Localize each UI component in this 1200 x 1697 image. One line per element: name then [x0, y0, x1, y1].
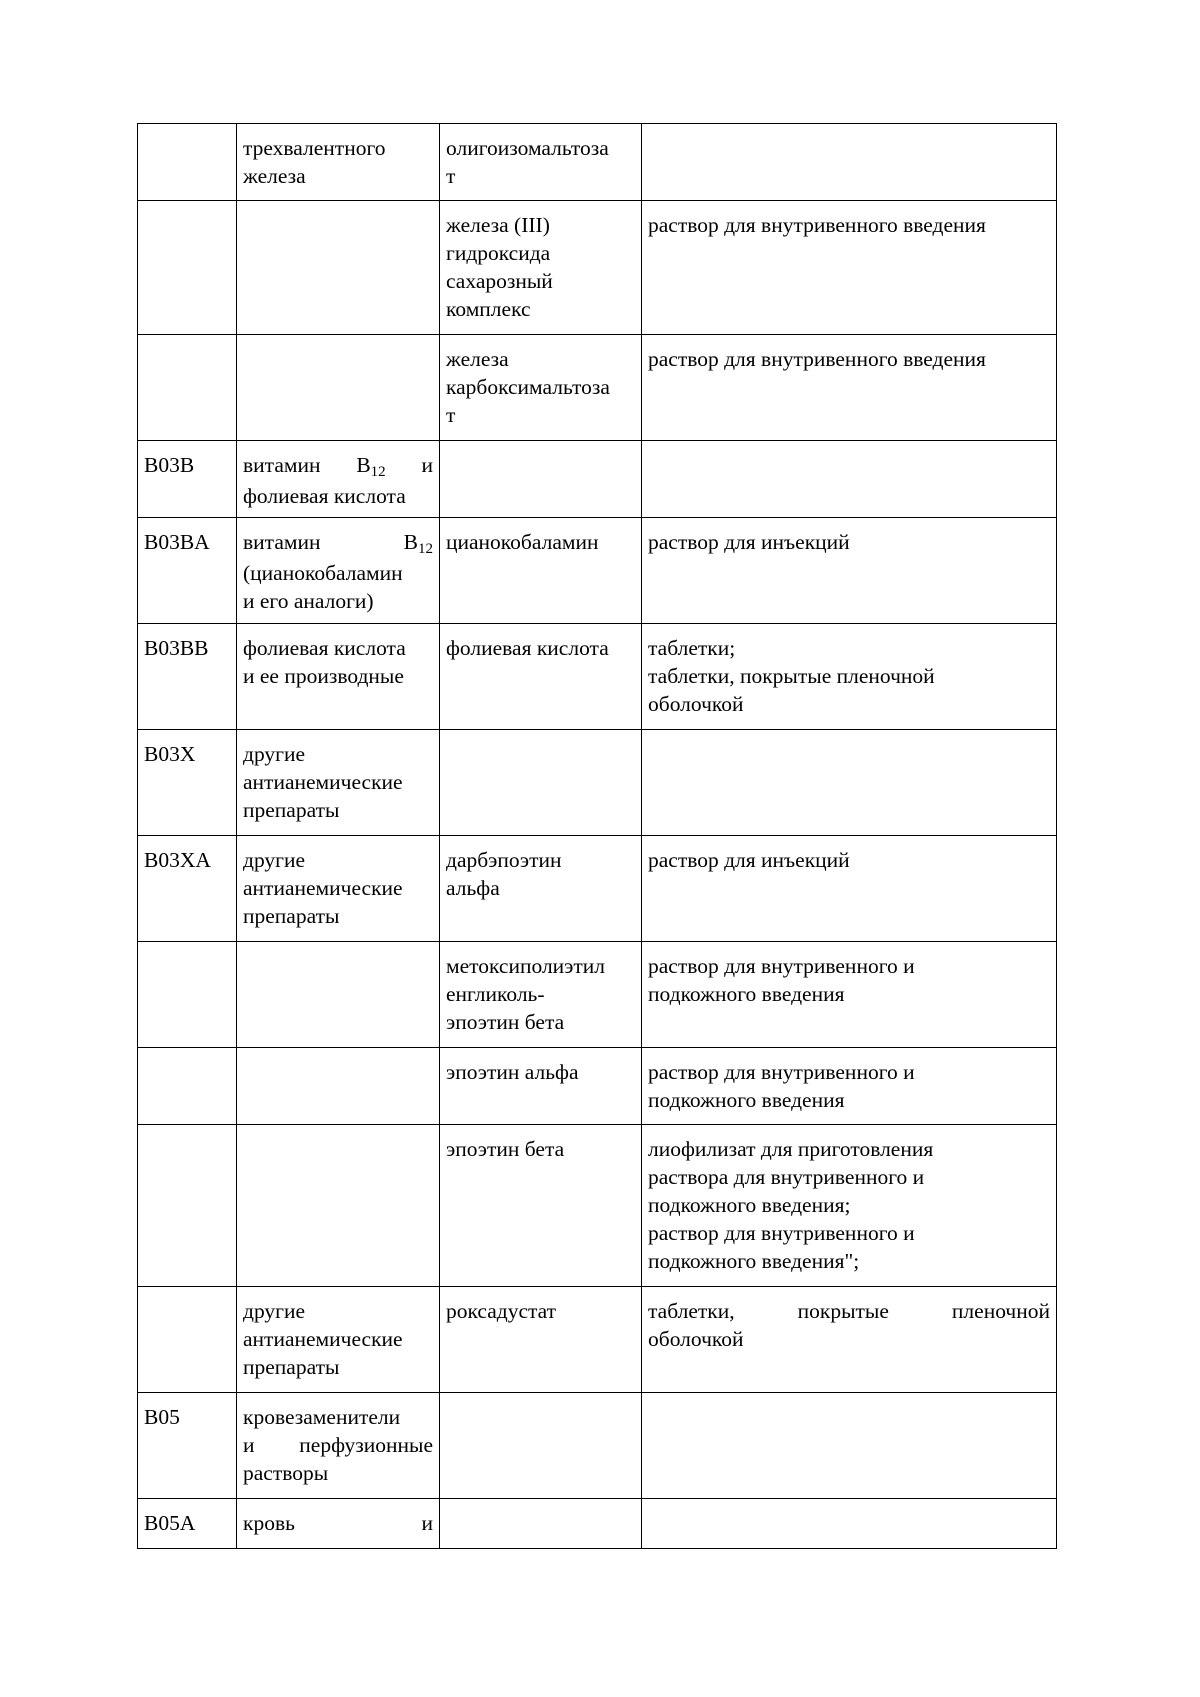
table-row — [138, 1125, 1057, 1287]
group-line: другие — [243, 742, 306, 766]
group-word: витамин — [243, 530, 321, 554]
name-line: эпоэтин бета — [446, 1137, 565, 1161]
group-cell — [237, 624, 440, 730]
code-cell: B03BA — [138, 518, 237, 624]
group-line: препараты — [243, 1355, 340, 1379]
group-line: растворы — [243, 1461, 329, 1485]
group-cell — [237, 518, 440, 624]
form-line: раствор для инъекций — [648, 848, 850, 872]
name-cell — [440, 1125, 642, 1287]
form-cell — [642, 1393, 1057, 1499]
code-cell: B05A — [138, 1499, 237, 1549]
form-line: раствора для внутривенного и — [648, 1165, 925, 1189]
code-cell: B03BB — [138, 624, 237, 730]
code-cell — [138, 201, 237, 335]
group-cell — [237, 441, 440, 518]
group-cell — [237, 942, 440, 1048]
form-line: раствор для внутривенного введения — [648, 213, 986, 237]
form-cell — [642, 441, 1057, 518]
group-word: витамин — [243, 453, 321, 477]
group-line — [243, 451, 433, 482]
code-cell — [138, 1048, 237, 1125]
name-cell — [440, 836, 642, 942]
group-line — [243, 1509, 433, 1537]
group-cell — [237, 201, 440, 335]
form-cell — [642, 335, 1057, 441]
form-line: подкожного введения — [648, 1088, 845, 1112]
form-word: покрытые — [797, 1299, 889, 1323]
name-line: енгликоль- — [446, 982, 545, 1006]
form-cell — [642, 1287, 1057, 1393]
group-line: другие — [243, 1299, 306, 1323]
form-word: пленочной — [951, 1299, 1050, 1323]
form-cell — [642, 124, 1057, 201]
form-line: раствор для внутривенного и — [648, 954, 915, 978]
name-cell — [440, 518, 642, 624]
group-word: $B_{12}$ — [403, 530, 433, 557]
name-line: роксадустат — [446, 1299, 557, 1323]
name-line: дарбэпоэтин — [446, 848, 562, 872]
code-cell: B03XA — [138, 836, 237, 942]
table-row — [138, 335, 1057, 441]
form-cell — [642, 1048, 1057, 1125]
code-cell: B03X — [138, 730, 237, 836]
table-row — [138, 441, 1057, 518]
group-line: и его аналоги) — [243, 589, 374, 613]
name-cell — [440, 441, 642, 518]
table-row — [138, 624, 1057, 730]
form-cell — [642, 624, 1057, 730]
group-cell — [237, 335, 440, 441]
form-line: лиофилизат для приготовления — [648, 1137, 934, 1161]
name-line: т — [446, 403, 456, 427]
form-cell — [642, 201, 1057, 335]
table-row — [138, 1048, 1057, 1125]
table-row — [138, 836, 1057, 942]
group-line: препараты — [243, 904, 340, 928]
name-line: эпоэтин бета — [446, 1010, 565, 1034]
group-line: фолиевая кислота — [243, 636, 406, 660]
group-cell — [237, 1048, 440, 1125]
name-cell — [440, 1048, 642, 1125]
form-line: раствор для внутривенного и — [648, 1221, 915, 1245]
group-line: другие — [243, 848, 306, 872]
table-row — [138, 518, 1057, 624]
table-row — [138, 1393, 1057, 1499]
name-line: гидроксида — [446, 241, 551, 265]
name-cell — [440, 201, 642, 335]
code-cell — [138, 124, 237, 201]
form-cell — [642, 1125, 1057, 1287]
name-line: т — [446, 164, 456, 188]
table-row — [138, 942, 1057, 1048]
group-line: антианемические — [243, 876, 403, 900]
form-line: подкожного введения — [648, 982, 845, 1006]
group-line: и ее производные — [243, 664, 404, 688]
code-cell: B03B — [138, 441, 237, 518]
table-row — [138, 1499, 1057, 1549]
group-word: перфузионные — [299, 1433, 433, 1457]
form-word: таблетки, — [648, 1299, 735, 1323]
group-word: и — [421, 1511, 433, 1535]
form-line: оболочкой — [648, 692, 744, 716]
form-line: раствор для внутривенного введения — [648, 347, 986, 371]
table-row — [138, 124, 1057, 201]
name-line: метоксиполиэтил — [446, 954, 606, 978]
group-cell — [237, 1499, 440, 1549]
group-line: фолиевая кислота — [243, 484, 406, 508]
name-line: железа (III) — [446, 213, 550, 237]
group-word: $B_{12}$ — [356, 453, 386, 480]
group-line: антианемические — [243, 770, 403, 794]
code-cell — [138, 942, 237, 1048]
form-line: подкожного введения; — [648, 1193, 851, 1217]
form-line: таблетки, покрытые пленочной — [648, 664, 935, 688]
name-cell — [440, 124, 642, 201]
group-line: железа — [243, 164, 306, 188]
subscript: 12 — [418, 541, 433, 557]
form-line — [648, 1297, 1050, 1325]
name-cell — [440, 1499, 642, 1549]
table-row — [138, 1287, 1057, 1393]
form-cell — [642, 1499, 1057, 1549]
code-cell — [138, 335, 237, 441]
code-cell — [138, 1287, 237, 1393]
name-line: эпоэтин альфа — [446, 1060, 579, 1084]
group-line: антианемические — [243, 1327, 403, 1351]
group-word: и — [243, 1433, 255, 1457]
name-line: карбоксимальтоза — [446, 375, 610, 399]
name-line: альфа — [446, 876, 500, 900]
drug-table — [137, 123, 1057, 1549]
group-cell — [237, 124, 440, 201]
form-cell — [642, 730, 1057, 836]
group-word: кровь — [243, 1511, 295, 1535]
name-line: цианокобаламин — [446, 530, 599, 554]
name-cell — [440, 730, 642, 836]
form-cell — [642, 518, 1057, 624]
name-cell — [440, 1287, 642, 1393]
table-row — [138, 201, 1057, 335]
group-line: (цианокобаламин — [243, 561, 403, 585]
group-line: препараты — [243, 798, 340, 822]
name-cell — [440, 942, 642, 1048]
code-cell: B05 — [138, 1393, 237, 1499]
form-line: подкожного введения"; — [648, 1249, 860, 1273]
group-word: и — [421, 453, 433, 477]
group-cell — [237, 836, 440, 942]
code-cell — [138, 1125, 237, 1287]
form-line: таблетки; — [648, 636, 736, 660]
form-line: оболочкой — [648, 1327, 744, 1351]
group-line: трехвалентного — [243, 136, 386, 160]
name-line: комплекс — [446, 297, 531, 321]
group-line: кровезаменители — [243, 1405, 401, 1429]
table-row — [138, 730, 1057, 836]
name-line: сахарозный — [446, 269, 553, 293]
group-cell — [237, 730, 440, 836]
group-cell — [237, 1393, 440, 1499]
group-line — [243, 1431, 433, 1459]
form-line: раствор для инъекций — [648, 530, 850, 554]
name-cell — [440, 1393, 642, 1499]
name-line: олигоизомальтоза — [446, 136, 609, 160]
name-line: железа — [446, 347, 509, 371]
name-cell — [440, 624, 642, 730]
form-line: раствор для внутривенного и — [648, 1060, 915, 1084]
group-cell — [237, 1287, 440, 1393]
name-cell — [440, 335, 642, 441]
group-cell — [237, 1125, 440, 1287]
form-cell — [642, 836, 1057, 942]
subscript: 12 — [370, 464, 386, 480]
name-line: фолиевая кислота — [446, 636, 609, 660]
group-line — [243, 528, 433, 559]
form-cell — [642, 942, 1057, 1048]
